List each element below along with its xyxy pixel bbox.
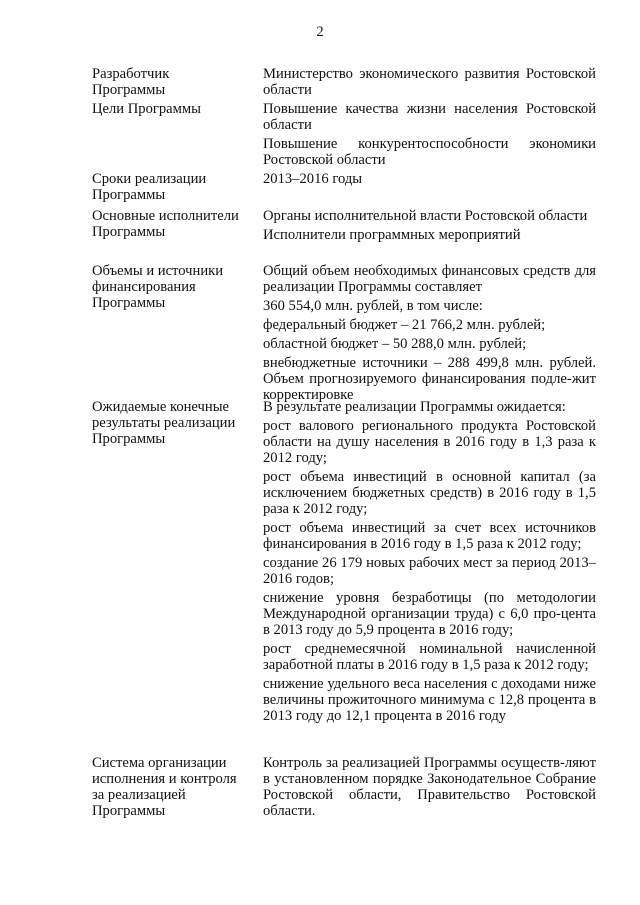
row-content bbox=[263, 755, 596, 819]
content-paragraph: Контроль за реализацией Программы осуществ-ляют в установленном порядке Законодательное Собрание Ростовской области, Правительство Ростовской области. bbox=[263, 755, 596, 819]
row-content bbox=[263, 101, 596, 168]
content-paragraph: внебюджетные источники – 288 499,8 млн. рублей. Объем прогнозируемого финансирования подле-жит корректировке bbox=[263, 355, 596, 403]
content-paragraph: Повышение качества жизни населения Ростовской области bbox=[263, 101, 596, 133]
content-paragraph: 2013–2016 годы bbox=[263, 171, 363, 187]
content-paragraph: 360 554,0 млн. рублей, в том числе: bbox=[263, 298, 483, 314]
content-paragraph: Органы исполнительной власти Ростовской области bbox=[263, 208, 588, 224]
row-content bbox=[263, 399, 596, 724]
content-paragraph: рост объема инвестиций в основной капитал (за исключением бюджетных средств) в 2016 году в 1,5 раза к 2012 году; bbox=[263, 469, 596, 517]
row-content bbox=[263, 263, 596, 403]
row-content bbox=[263, 66, 596, 98]
row-content bbox=[263, 208, 596, 243]
row-label: Основные исполнители Программы bbox=[92, 208, 239, 240]
content-paragraph: Исполнители программных мероприятий bbox=[263, 227, 521, 243]
row-label: Разработчик Программы bbox=[92, 66, 170, 98]
content-paragraph: рост объема инвестиций за счет всех источников финансирования в 2016 году в 1,5 раза к 2012 году; bbox=[263, 520, 596, 552]
content-paragraph: В результате реализации Программы ожидается: bbox=[263, 399, 566, 415]
content-paragraph: рост валового регионального продукта Ростовской области на душу населения в 2016 году в 1,3 раза к 2012 году; bbox=[263, 418, 596, 466]
row-label: Цели Программы bbox=[92, 101, 201, 117]
row-content bbox=[263, 171, 596, 187]
row-label: Объемы и источники финансирования Программы bbox=[92, 263, 224, 311]
content-paragraph: Министерство экономического развития Ростовской области bbox=[263, 66, 596, 98]
content-paragraph: создание 26 179 новых рабочих мест за период 2013–2016 годов; bbox=[263, 555, 596, 587]
row-label: Сроки реализации Программы bbox=[92, 171, 207, 203]
content-paragraph: рост среднемесячной номинальной начисленной заработной платы в 2016 году в 1,5 раза к 2012 году; bbox=[263, 641, 596, 673]
content-paragraph: Общий объем необходимых финансовых средств для реализации Программы составляет bbox=[263, 263, 596, 295]
page-number: 2 bbox=[316, 24, 324, 40]
content-paragraph: областной бюджет – 50 288,0 млн. рублей; bbox=[263, 336, 527, 352]
content-paragraph: снижение удельного веса населения с доходами ниже величины прожиточного минимума с 12,8 процента в 2013 году до 12,1 процента в 2016 году bbox=[263, 676, 596, 724]
content-paragraph: Повышение конкурентоспособности экономики Ростовской области bbox=[263, 136, 596, 168]
row-label: Ожидаемые конечные результаты реализации Программы bbox=[92, 399, 236, 447]
row-label: Система организации исполнения и контроля за реализацией Программы bbox=[92, 755, 237, 819]
content-paragraph: снижение уровня безработицы (по методологии Международной организации труда) с 6,0 про-цента в 2013 году до 5,9 процента в 2016 году; bbox=[263, 590, 596, 638]
content-paragraph: федеральный бюджет – 21 766,2 млн. рублей; bbox=[263, 317, 546, 333]
